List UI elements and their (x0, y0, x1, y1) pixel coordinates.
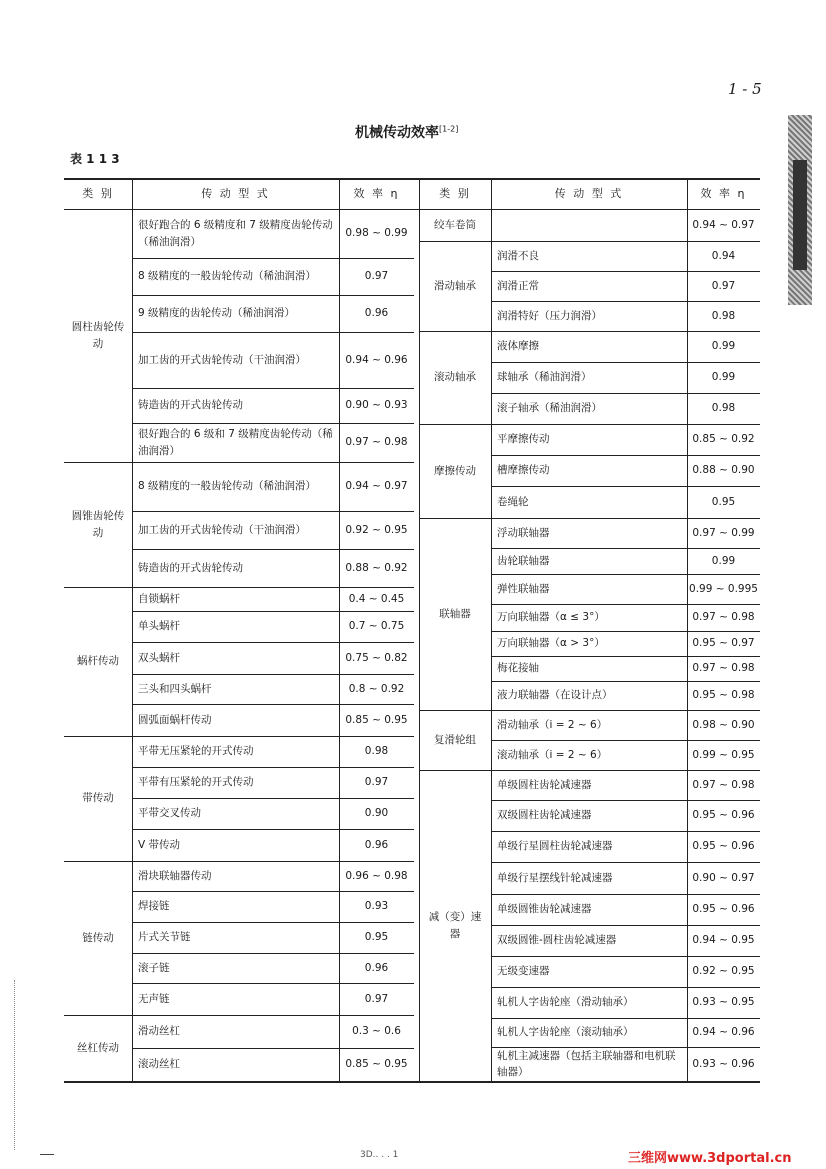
right-row-type (491, 209, 687, 241)
right-row-type: 无级变速器 (497, 965, 550, 978)
left-row-type: 滚子链 (138, 961, 170, 974)
page-title (355, 122, 458, 142)
page-corner-mark (40, 1154, 54, 1155)
right-row-efficiency: 0.98 (711, 309, 736, 322)
right-row-efficiency: 0.88 ~ 0.90 (692, 464, 755, 477)
left-row-efficiency: 0.7 ~ 0.75 (348, 620, 405, 633)
right-category-label: 联轴器 (439, 607, 471, 620)
left-row-type: 加工齿的开式齿轮传动（干油润滑） (138, 523, 306, 536)
right-row-type: 卷绳轮 (497, 495, 529, 508)
left-row-efficiency: 0.88 ~ 0.92 (345, 561, 408, 574)
right-row-efficiency: 0.95 ~ 0.96 (692, 809, 755, 822)
right-row-efficiency: 0.94 ~ 0.95 (692, 934, 755, 947)
right-header-type: 传 动 型 式 (554, 186, 624, 200)
left-row-type: 平带交叉传动 (138, 807, 201, 820)
left-category-label: 丝杠传动 (77, 1041, 119, 1054)
left-row-type: 滑块联轴器传动 (138, 869, 212, 882)
right-row-type: 单级行星摆线针轮减速器 (497, 871, 613, 884)
right-row-type: 单级行星圆柱齿轮减速器 (497, 840, 613, 853)
right-row-efficiency: 0.97 ~ 0.98 (692, 662, 755, 675)
right-category-label: 复滑轮组 (434, 733, 476, 746)
right-category-label: 摩擦传动 (434, 464, 476, 477)
left-row-efficiency: 0.85 ~ 0.95 (345, 1058, 408, 1071)
left-row-type: 滚动丝杠 (138, 1058, 180, 1071)
left-category-label: 蜗杆传动 (77, 655, 119, 668)
right-row-efficiency: 0.94 ~ 0.96 (692, 1026, 755, 1039)
left-row-type: 自锁蜗杆 (138, 592, 180, 605)
right-row-efficiency: 0.98 ~ 0.90 (692, 718, 755, 731)
right-header-efficiency: 效 率 η (700, 186, 747, 200)
right-row-type: 滚动轴承（i = 2 ~ 6） (497, 748, 608, 761)
left-row-type: 平带无压紧轮的开式传动 (138, 745, 254, 758)
left-row-type: 8 级精度的一般齿轮传动（稀油润滑） (138, 270, 317, 283)
right-row-type: 液体摩擦 (497, 340, 539, 353)
right-row-efficiency: 0.99 ~ 0.95 (692, 748, 755, 761)
margin-dotted-line (14, 980, 16, 1150)
table-label: 表 1 1 3 (70, 152, 120, 166)
left-row-efficiency: 0.8 ~ 0.92 (348, 682, 405, 695)
left-row-efficiency: 0.85 ~ 0.95 (345, 713, 408, 726)
left-category-label: 圆柱齿轮传动 (71, 321, 125, 350)
footer-text: 3D.. . . 1 (360, 1150, 399, 1160)
right-row-efficiency: 0.95 ~ 0.98 (692, 689, 755, 702)
right-row-type: 槽摩擦传动 (497, 464, 550, 477)
right-category-label: 绞车卷筒 (434, 218, 476, 231)
left-category-label: 带传动 (82, 792, 114, 805)
right-row-efficiency: 0.95 ~ 0.96 (692, 840, 755, 853)
left-row-type: 无声链 (138, 992, 170, 1005)
right-row-efficiency: 0.92 ~ 0.95 (692, 965, 755, 978)
left-row-type: 圆弧面蜗杆传动 (138, 713, 212, 726)
left-row-type: V 带传动 (138, 838, 181, 851)
left-row-type: 三头和四头蜗杆 (138, 682, 212, 695)
left-row-efficiency: 0.97 (364, 776, 389, 789)
efficiency-table (64, 178, 760, 1081)
watermark-text: 三维网www.3dportal.cn (628, 1151, 792, 1166)
right-category-label: 滑动轴承 (434, 279, 476, 292)
right-row-efficiency: 0.99 (711, 340, 736, 353)
right-row-efficiency: 0.97 ~ 0.98 (692, 611, 755, 624)
left-row-efficiency: 0.75 ~ 0.82 (345, 651, 408, 664)
left-row-type: 焊接链 (138, 900, 170, 913)
right-category-label: 滚动轴承 (434, 371, 476, 384)
left-header-type: 传 动 型 式 (201, 186, 270, 200)
right-row-type: 双级圆柱齿轮减速器 (497, 809, 592, 822)
left-row-type: 8 级精度的一般齿轮传动（稀油润滑） (138, 480, 317, 493)
right-row-type: 滑动轴承（i = 2 ~ 6） (497, 718, 608, 731)
left-row-type: 很好跑合的 6 级和 7 级精度齿轮传动（稀油润滑） (138, 428, 333, 457)
left-row-type: 片式关节链 (138, 931, 191, 944)
left-category-label: 圆锥齿轮传动 (71, 510, 125, 539)
right-row-efficiency: 0.97 (711, 279, 736, 292)
left-row-type: 平带有压紧轮的开式传动 (138, 776, 254, 789)
right-row-type: 双级圆锥-圆柱齿轮减速器 (497, 934, 617, 947)
left-category-label: 链传动 (82, 931, 114, 944)
left-row-efficiency: 0.98 ~ 0.99 (345, 227, 408, 240)
left-row-type: 铸造齿的开式齿轮传动 (138, 399, 243, 412)
page-number: 1 - 5 (728, 80, 762, 98)
right-row-type: 轧机人字齿轮座（滑动轴承） (497, 996, 634, 1009)
title-reference: [1-2] (439, 124, 459, 134)
right-row-type: 单级圆锥齿轮减速器 (497, 903, 592, 916)
left-row-efficiency: 0.4 ~ 0.45 (348, 592, 405, 605)
right-row-type: 轧机主减速器（包括主联轴器和电机联轴器） (497, 1049, 676, 1078)
left-row-efficiency: 0.96 ~ 0.98 (345, 869, 408, 882)
left-row-efficiency: 0.95 (364, 931, 389, 944)
right-row-efficiency: 0.93 ~ 0.95 (692, 996, 755, 1009)
right-row-efficiency: 0.85 ~ 0.92 (692, 433, 755, 446)
right-row-type: 轧机人字齿轮座（滚动轴承） (497, 1026, 634, 1039)
right-row-type: 万向联轴器（α ≤ 3°） (497, 611, 605, 624)
right-row-efficiency: 0.95 (711, 495, 736, 508)
left-row-type: 双头蜗杆 (138, 651, 180, 664)
right-row-type: 齿轮联轴器 (497, 554, 550, 567)
left-row-type: 单头蜗杆 (138, 620, 180, 633)
right-row-type: 单级圆柱齿轮减速器 (497, 778, 592, 791)
left-row-efficiency: 0.97 (364, 992, 389, 1005)
left-row-type: 加工齿的开式齿轮传动（干油润滑） (138, 353, 306, 366)
right-row-type: 润滑特好（压力润滑） (497, 309, 602, 322)
left-header-category: 类 别 (82, 186, 114, 200)
right-row-type: 润滑正常 (497, 279, 539, 292)
left-row-efficiency: 0.96 (364, 838, 389, 851)
right-row-efficiency: 0.99 ~ 0.995 (689, 582, 758, 595)
right-row-type: 球轴承（稀油润滑） (497, 371, 592, 384)
left-row-efficiency: 0.96 (364, 961, 389, 974)
left-row-type: 滑动丝杠 (138, 1025, 180, 1038)
right-row-efficiency: 0.95 ~ 0.97 (692, 637, 755, 650)
left-row-efficiency: 0.90 ~ 0.93 (345, 399, 408, 412)
left-row-efficiency: 0.94 ~ 0.97 (345, 480, 408, 493)
right-row-type: 浮动联轴器 (497, 526, 550, 539)
right-category-label: 减（变）速器 (428, 911, 482, 940)
right-row-efficiency: 0.99 (711, 371, 736, 384)
left-row-type: 9 级精度的齿轮传动（稀油润滑） (138, 307, 296, 320)
right-row-type: 液力联轴器（在设计点） (497, 689, 613, 702)
right-row-type: 平摩擦传动 (497, 433, 550, 446)
right-row-efficiency: 0.97 ~ 0.98 (692, 778, 755, 791)
left-row-efficiency: 0.97 ~ 0.98 (345, 436, 408, 449)
right-row-type: 滚子轴承（稀油润滑） (497, 402, 602, 415)
left-row-efficiency: 0.90 (364, 807, 389, 820)
left-row-efficiency: 0.94 ~ 0.96 (345, 353, 408, 366)
right-row-efficiency: 0.95 ~ 0.96 (692, 903, 755, 916)
left-row-efficiency: 0.97 (364, 270, 389, 283)
right-row-type: 万向联轴器（α > 3°） (497, 637, 605, 650)
right-row-efficiency: 0.90 ~ 0.97 (692, 871, 755, 884)
left-row-type: 很好跑合的 6 级精度和 7 级精度齿轮传动（稀油润滑） (138, 219, 333, 248)
right-row-efficiency: 0.98 (711, 402, 736, 415)
table-bottom-rule (64, 1081, 760, 1083)
right-row-type: 梅花接轴 (497, 662, 539, 675)
right-row-efficiency: 0.99 (711, 554, 736, 567)
right-row-efficiency: 0.94 ~ 0.97 (692, 218, 755, 231)
right-header-category: 类 别 (439, 186, 471, 200)
right-row-efficiency: 0.97 ~ 0.99 (692, 526, 755, 539)
thumb-index-tab (788, 115, 812, 305)
right-row-efficiency: 0.94 (711, 249, 736, 262)
left-row-type: 铸造齿的开式齿轮传动 (138, 561, 243, 574)
left-row-efficiency: 0.96 (364, 307, 389, 320)
left-row-efficiency: 0.92 ~ 0.95 (345, 523, 408, 536)
left-row-efficiency: 0.98 (364, 745, 389, 758)
right-row-type: 润滑不良 (497, 249, 539, 262)
left-row-efficiency: 0.3 ~ 0.6 (352, 1025, 401, 1038)
right-row-type: 弹性联轴器 (497, 582, 550, 595)
right-row-efficiency: 0.93 ~ 0.96 (692, 1057, 755, 1070)
left-header-efficiency: 效 率 η (353, 186, 400, 200)
title-text: 机械传动效率 (355, 125, 439, 141)
left-row-efficiency: 0.93 (364, 900, 389, 913)
